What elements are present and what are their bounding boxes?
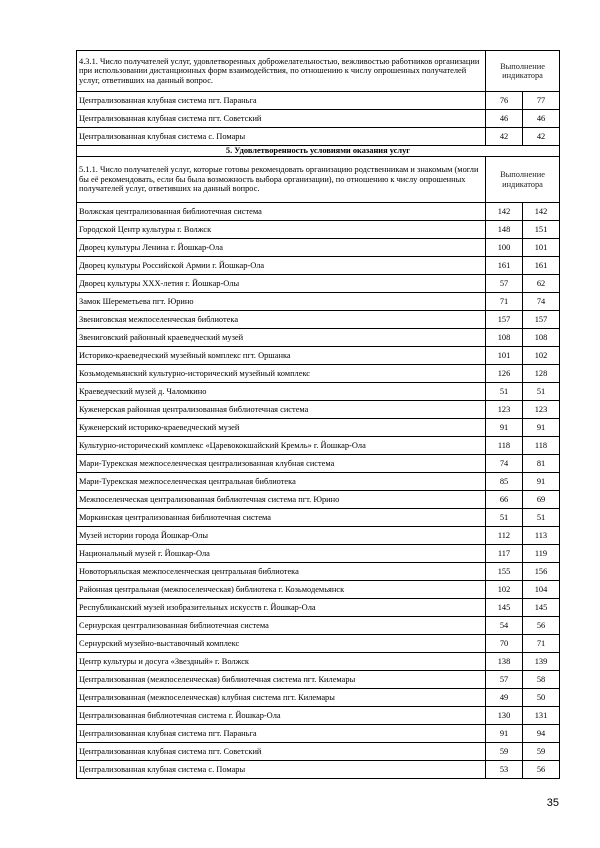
table-row (77, 563, 560, 581)
value-cell: 59 (523, 743, 560, 761)
table-row (77, 401, 560, 419)
value-cell: 74 (523, 293, 560, 311)
table-row (77, 293, 560, 311)
organization-name: Культурно-исторический комплекс «Царевококшайский Кремль» г. Йошкар-Ола (77, 437, 486, 455)
organization-name: Замок Шереметьева пгт. Юрино (77, 293, 486, 311)
value-cell: 70 (486, 635, 523, 653)
value-cell: 157 (486, 311, 523, 329)
value-cell: 51 (523, 509, 560, 527)
value-cell: 46 (523, 110, 560, 128)
table-row (77, 635, 560, 653)
organization-name: Централизованная клубная система пгт. Советский (77, 743, 486, 761)
value-cell: 42 (523, 128, 560, 146)
value-cell: 113 (523, 527, 560, 545)
table-row (77, 329, 560, 347)
results-table-body (77, 51, 560, 779)
question-row-4-3-1 (77, 51, 560, 92)
table-row (77, 509, 560, 527)
value-cell: 138 (486, 653, 523, 671)
value-cell: 155 (486, 563, 523, 581)
value-cell: 85 (486, 473, 523, 491)
value-cell: 46 (486, 110, 523, 128)
organization-name: Мари-Турекская межпоселенческая центральная библиотека (77, 473, 486, 491)
value-cell: 77 (523, 92, 560, 110)
value-cell: 126 (486, 365, 523, 383)
value-cell: 112 (486, 527, 523, 545)
value-cell: 156 (523, 563, 560, 581)
table-row (77, 257, 560, 275)
question-row-5-1-1 (77, 157, 560, 203)
value-cell: 119 (523, 545, 560, 563)
value-cell: 123 (486, 401, 523, 419)
value-cell: 74 (486, 455, 523, 473)
value-cell: 104 (523, 581, 560, 599)
value-cell: 49 (486, 689, 523, 707)
table-row (77, 110, 560, 128)
value-cell: 51 (486, 383, 523, 401)
results-table (76, 50, 560, 779)
organization-name: Централизованная (межпоселенческая) библиотечная система пгт. Килемары (77, 671, 486, 689)
table-row (77, 617, 560, 635)
value-cell: 91 (523, 419, 560, 437)
value-cell: 123 (523, 401, 560, 419)
table-row (77, 221, 560, 239)
organization-name: Сернурский музейно-выставочный комплекс (77, 635, 486, 653)
organization-name: Краеведческий музей д. Чаломкино (77, 383, 486, 401)
value-cell: 56 (523, 617, 560, 635)
value-cell: 102 (486, 581, 523, 599)
value-cell: 62 (523, 275, 560, 293)
value-cell: 54 (486, 617, 523, 635)
organization-name: Музей истории города Йошкар-Олы (77, 527, 486, 545)
organization-name: Звениговский районный краеведческий музей (77, 329, 486, 347)
value-cell: 142 (486, 203, 523, 221)
section-title: 5. Удовлетворенность условиями оказания услуг (77, 146, 560, 157)
organization-name: Национальный музей г. Йошкар-Ола (77, 545, 486, 563)
table-row (77, 671, 560, 689)
table-row (77, 239, 560, 257)
organization-name: Новоторъяльская межпоселенческая центральная библиотека (77, 563, 486, 581)
value-cell: 76 (486, 92, 523, 110)
value-cell: 157 (523, 311, 560, 329)
value-cell: 57 (486, 275, 523, 293)
organization-name: Козьмодемьянский культурно-исторический музейный комплекс (77, 365, 486, 383)
organization-name: Централизованная библиотечная система г. Йошкар-Ола (77, 707, 486, 725)
value-cell: 148 (486, 221, 523, 239)
organization-name: Централизованная (межпоселенческая) клубная система пгт. Килемары (77, 689, 486, 707)
value-cell: 101 (523, 239, 560, 257)
table-row (77, 527, 560, 545)
organization-name: Централизованная клубная система пгт. Параньга (77, 725, 486, 743)
organization-name: Централизованная клубная система с. Помары (77, 761, 486, 779)
organization-name: Районная центральная (межпоселенческая) библиотека г. Козьмодемьянск (77, 581, 486, 599)
organization-name: Куженерский историко-краеведческий музей (77, 419, 486, 437)
value-cell: 71 (523, 635, 560, 653)
organization-name: Моркинская централизованная библиотечная система (77, 509, 486, 527)
value-cell: 161 (486, 257, 523, 275)
organization-name: Городской Центр культуры г. Волжск (77, 221, 486, 239)
value-cell: 53 (486, 761, 523, 779)
value-cell: 128 (523, 365, 560, 383)
question-text: 4.3.1. Число получателей услуг, удовлетворенных доброжелательностью, вежливостью работников организации при использовании дистанционных форм взаимодействия, по отношению к числу опрошенных получателей услуг, ответивших на данный вопрос. (77, 51, 486, 92)
table-row (77, 275, 560, 293)
indicator-header: Выполнение индикатора (486, 157, 560, 203)
organization-name: Звениговская межпоселенческая библиотека (77, 311, 486, 329)
organization-name: Сернурская централизованная библиотечная система (77, 617, 486, 635)
value-cell: 118 (523, 437, 560, 455)
value-cell: 100 (486, 239, 523, 257)
value-cell: 91 (486, 725, 523, 743)
value-cell: 91 (523, 473, 560, 491)
organization-name: Межпоселенческая централизованная библиотечная система пгт. Юрино (77, 491, 486, 509)
table-row (77, 128, 560, 146)
value-cell: 139 (523, 653, 560, 671)
value-cell: 142 (523, 203, 560, 221)
value-cell: 131 (523, 707, 560, 725)
table-row (77, 761, 560, 779)
table-row (77, 455, 560, 473)
table-row (77, 473, 560, 491)
organization-name: Волжская централизованная библиотечная система (77, 203, 486, 221)
value-cell: 57 (486, 671, 523, 689)
value-cell: 130 (486, 707, 523, 725)
value-cell: 108 (486, 329, 523, 347)
value-cell: 91 (486, 419, 523, 437)
table-row (77, 437, 560, 455)
value-cell: 51 (523, 383, 560, 401)
organization-name: Централизованная клубная система с. Помары (77, 128, 486, 146)
value-cell: 117 (486, 545, 523, 563)
value-cell: 58 (523, 671, 560, 689)
table-row (77, 491, 560, 509)
organization-name: Централизованная клубная система пгт. Советский (77, 110, 486, 128)
value-cell: 145 (523, 599, 560, 617)
value-cell: 151 (523, 221, 560, 239)
value-cell: 145 (486, 599, 523, 617)
table-row (77, 599, 560, 617)
table-row (77, 743, 560, 761)
table-row (77, 383, 560, 401)
organization-name: Куженерская районная централизованная библиотечная система (77, 401, 486, 419)
table-row (77, 653, 560, 671)
value-cell: 101 (486, 347, 523, 365)
organization-name: Дворец культуры Российской Армии г. Йошкар-Ола (77, 257, 486, 275)
organization-name: Историко-краеведческий музейный комплекс пгт. Оршанка (77, 347, 486, 365)
table-row (77, 581, 560, 599)
value-cell: 102 (523, 347, 560, 365)
table-row (77, 92, 560, 110)
section-title-row (77, 146, 560, 157)
value-cell: 118 (486, 437, 523, 455)
table-row (77, 419, 560, 437)
value-cell: 81 (523, 455, 560, 473)
value-cell: 56 (523, 761, 560, 779)
organization-name: Мари-Турекская межпоселенческая централизованная клубная система (77, 455, 486, 473)
value-cell: 50 (523, 689, 560, 707)
organization-name: Дворец культуры Ленина г. Йошкар-Ола (77, 239, 486, 257)
organization-name: Центр культуры и досуга «Звездный» г. Волжск (77, 653, 486, 671)
table-row (77, 203, 560, 221)
table-row (77, 545, 560, 563)
question-text: 5.1.1. Число получателей услуг, которые готовы рекомендовать организацию родственникам и знакомым (могли бы её рекомендовать, если бы была возможность выбора организации), по отношению к числу опрошенных получателей услуг, ответивших на данный вопрос. (77, 157, 486, 203)
value-cell: 69 (523, 491, 560, 509)
table-row (77, 365, 560, 383)
value-cell: 94 (523, 725, 560, 743)
value-cell: 161 (523, 257, 560, 275)
page-number: 35 (546, 797, 559, 809)
table-row (77, 725, 560, 743)
table-row (77, 689, 560, 707)
indicator-header: Выполнение индикатора (486, 51, 560, 92)
value-cell: 42 (486, 128, 523, 146)
value-cell: 71 (486, 293, 523, 311)
table-row (77, 707, 560, 725)
table-row (77, 311, 560, 329)
organization-name: Дворец культуры XXX-летия г. Йошкар-Олы (77, 275, 486, 293)
value-cell: 108 (523, 329, 560, 347)
organization-name: Централизованная клубная система пгт. Параньга (77, 92, 486, 110)
table-row (77, 347, 560, 365)
value-cell: 66 (486, 491, 523, 509)
value-cell: 51 (486, 509, 523, 527)
value-cell: 59 (486, 743, 523, 761)
organization-name: Республиканский музей изобразительных искусств г. Йошкар-Ола (77, 599, 486, 617)
